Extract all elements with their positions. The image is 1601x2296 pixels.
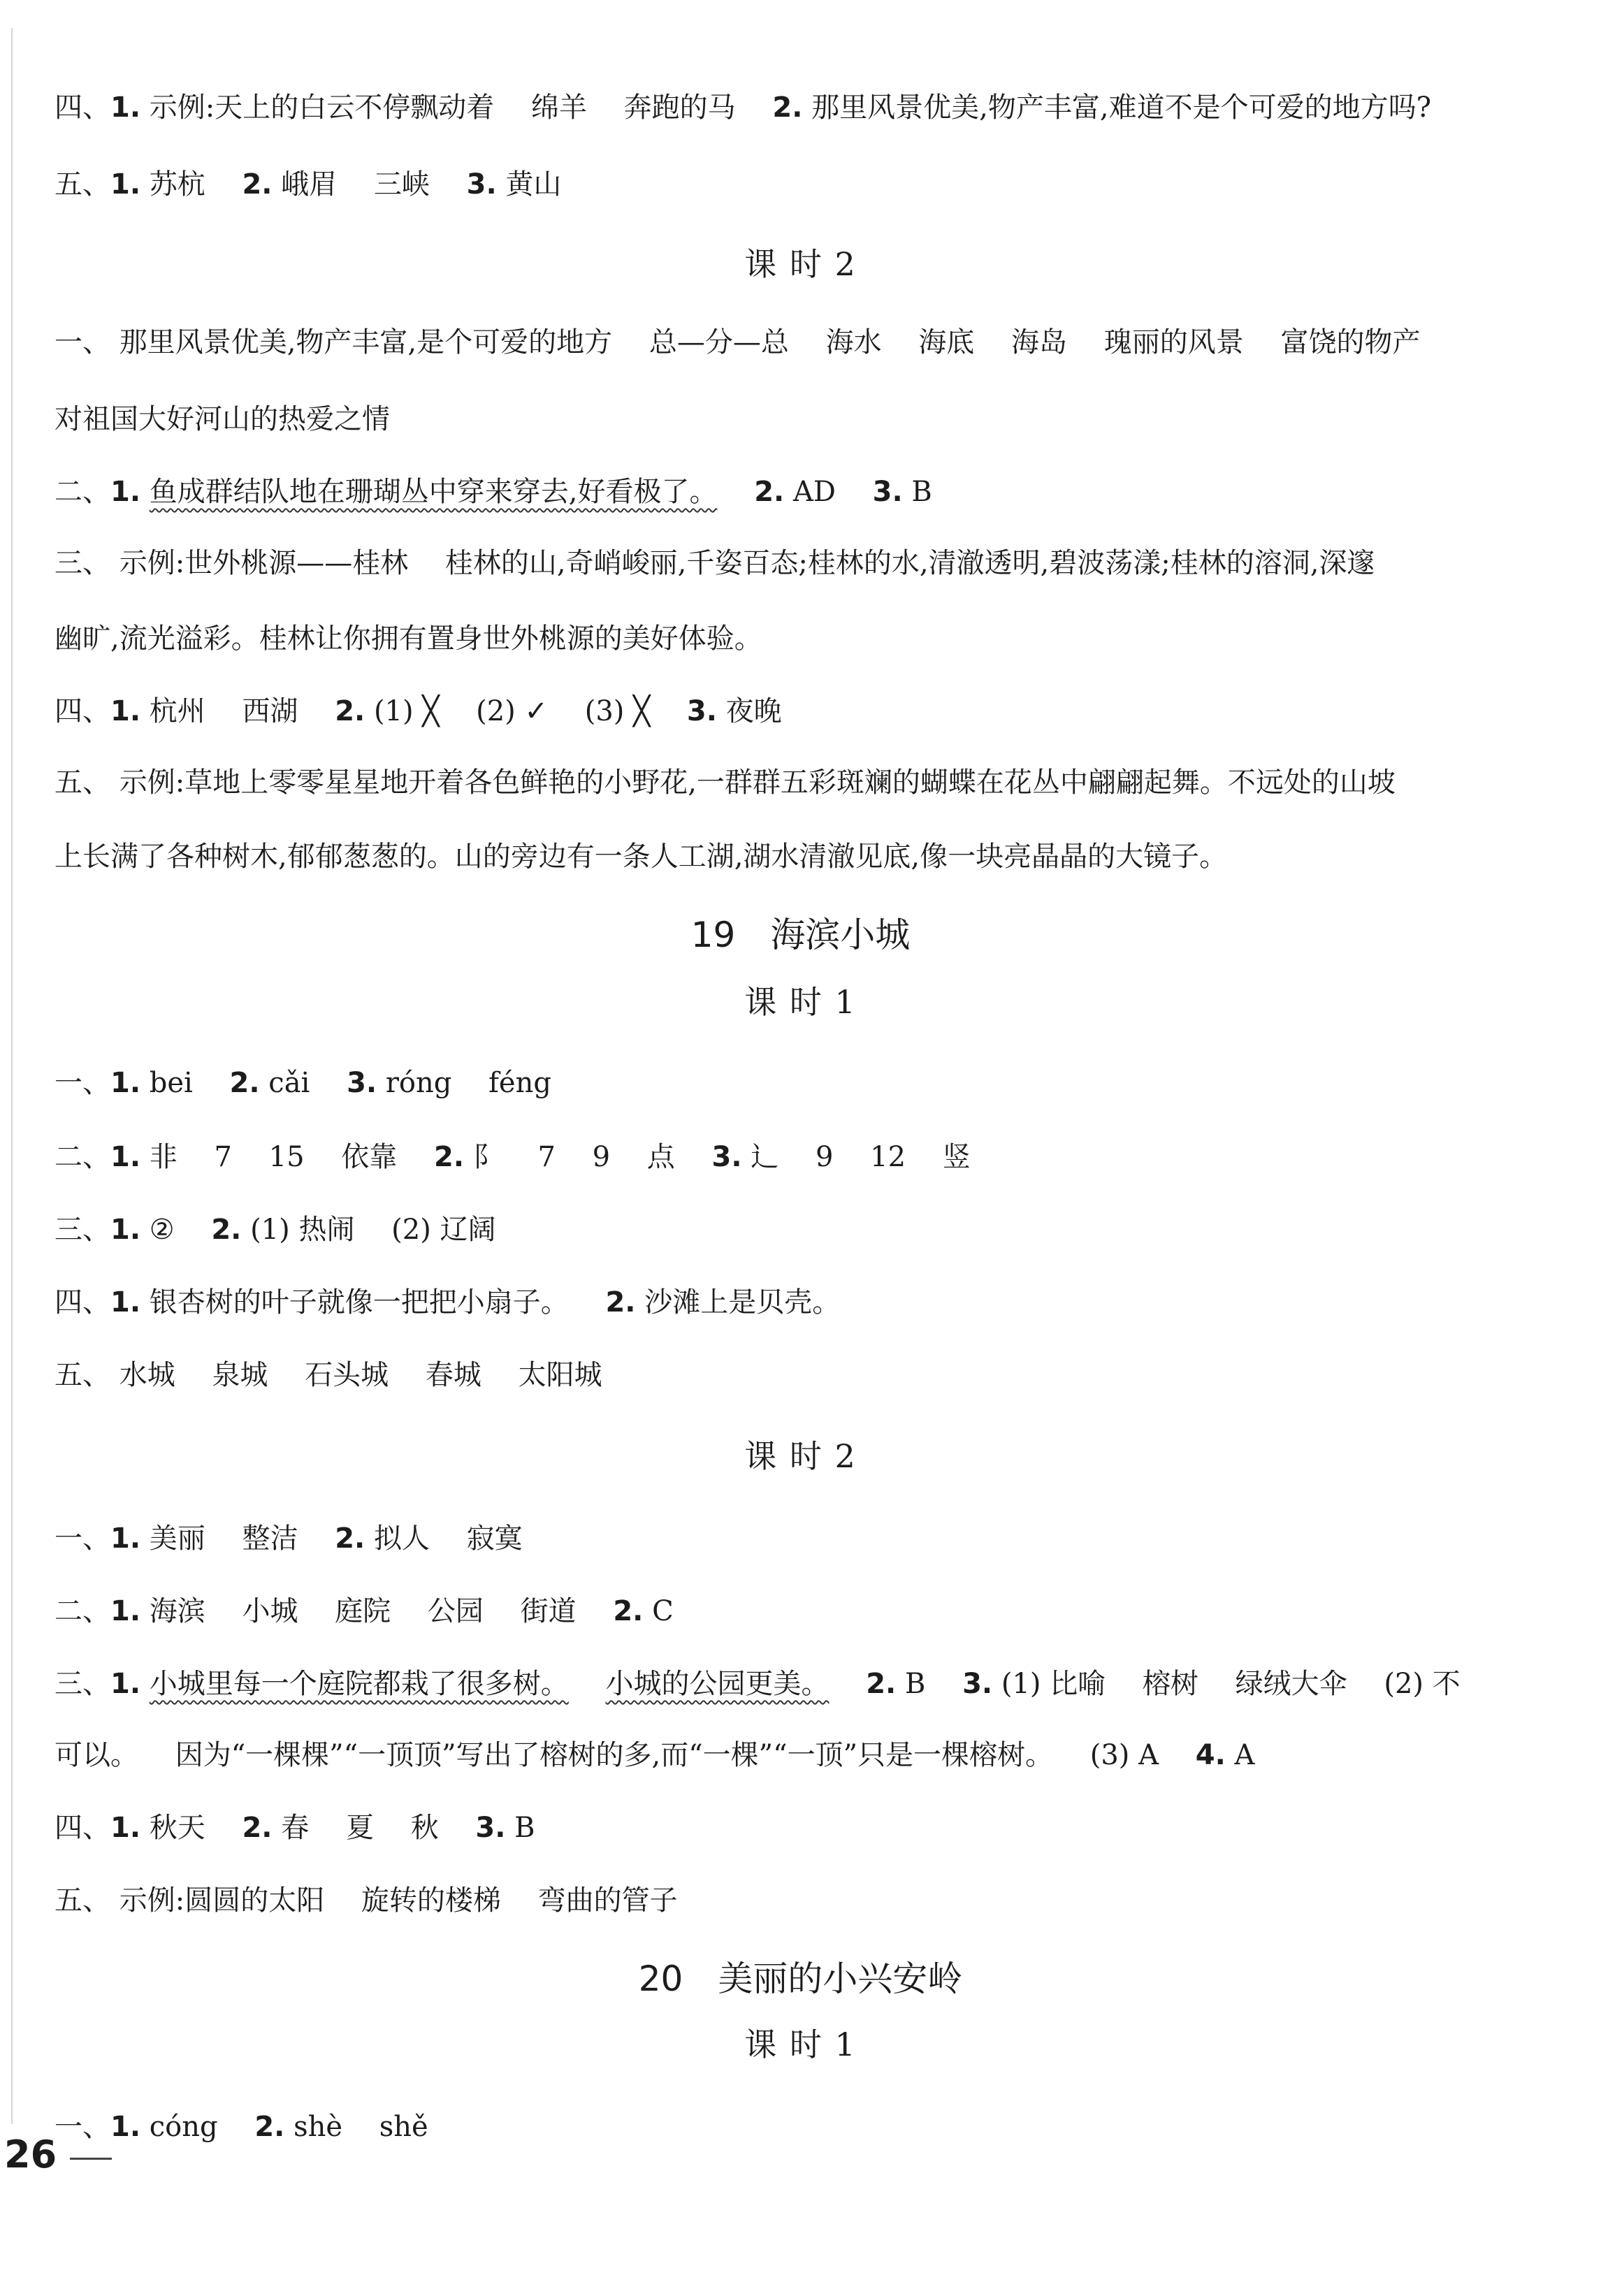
answer-line: 五、 示例:草地上零零星星地开着各色鲜艳的小野花,一群群五彩斑斓的蝴蝶在花丛中翩翩起舞。不远处的山坡 bbox=[55, 766, 1396, 799]
section-heading: 课 时 2 bbox=[744, 1437, 857, 1475]
section-heading: 课 时 1 bbox=[744, 983, 857, 1021]
section-heading: 课 时 1 bbox=[744, 2026, 857, 2063]
answer-line: 一、 那里风景优美,物产丰富,是个可爱的地方 总—分—总 海水 海底 海岛 瑰丽的风景 富饶的物产 bbox=[55, 326, 1421, 358]
answer-line: 幽旷,流光溢彩。桂林让你拥有置身世外桃源的美好体验。 bbox=[55, 623, 762, 655]
answer-line: 对祖国大好河山的热爱之情 bbox=[55, 403, 390, 435]
answer-line: 三、1. 小城里每一个庭院都栽了很多树。 小城的公园更美。 2. B 3. (1) 比喻 榕树 绿绒大伞 (2) 不 bbox=[55, 1668, 1461, 1700]
answer-line: 四、1. 秋天 2. 春 夏 秋 3. B bbox=[55, 1812, 535, 1844]
answer-line: 四、1. 示例:天上的白云不停飘动着 绵羊 奔跑的马 2. 那里风景优美,物产丰富,难道不是个可爱的地方吗? bbox=[55, 92, 1432, 124]
answer-line: 四、1. 杭州 西湖 2. (1) ╳ (2) ✓ (3) ╳ 3. 夜晚 bbox=[55, 695, 782, 727]
wavy-underlined-sentence: 小城里每一个庭院都栽了很多树。 bbox=[149, 1668, 569, 1700]
page-number: 26 bbox=[4, 2132, 57, 2177]
section-heading: 课 时 2 bbox=[744, 245, 857, 283]
binding-margin-line bbox=[11, 28, 13, 2124]
answer-line: 五、 示例:圆圆的太阳 旋转的楼梯 弯曲的管子 bbox=[55, 1884, 678, 1917]
answer-line: 上长满了各种树木,郁郁葱葱的。山的旁边有一条人工湖,湖水清澈见底,像一块亮晶晶的大镜子。 bbox=[55, 841, 1228, 873]
answer-line: 三、1. ② 2. (1) 热闹 (2) 辽阔 bbox=[55, 1214, 496, 1246]
answer-line: 一、1. bei 2. cǎi 3. róng féng bbox=[55, 1067, 551, 1099]
wavy-underlined-sentence: 小城的公园更美。 bbox=[605, 1668, 830, 1700]
answer-line: 一、1. cóng 2. shè shě bbox=[55, 2111, 428, 2143]
answer-line: 可以。 因为“一棵棵”“一顶顶”写出了榕树的多,而“一棵”“一顶”只是一棵榕树。 (3) A 4. A bbox=[55, 1739, 1255, 1771]
answer-line: 二、1. 鱼成群结队地在珊瑚丛中穿来穿去,好看极了。 2. AD 3. B bbox=[55, 476, 932, 508]
answer-line: 一、1. 美丽 整洁 2. 拟人 寂寞 bbox=[55, 1523, 523, 1555]
wavy-underlined-sentence: 鱼成群结队地在珊瑚丛中穿来穿去,好看极了。 bbox=[149, 476, 718, 508]
answer-line: 二、1. 海滨 小城 庭院 公园 街道 2. C bbox=[55, 1595, 674, 1627]
answer-line: 四、1. 银杏树的叶子就像一把把小扇子。 2. 沙滩上是贝壳。 bbox=[55, 1286, 841, 1318]
answer-line: 二、1. 非 7 15 依靠 2. 阝 7 9 点 3. 辶 9 12 竖 bbox=[55, 1141, 971, 1173]
lesson-title: 20 美丽的小兴安岭 bbox=[638, 1959, 963, 1999]
answer-line: 三、 示例:世外桃源——桂林 桂林的山,奇峭峻丽,千姿百态;桂林的水,清澈透明,碧波荡漾;桂林的溶洞,深邃 bbox=[55, 547, 1375, 579]
answer-line: 五、1. 苏杭 2. 峨眉 三峡 3. 黄山 bbox=[55, 168, 562, 201]
answer-line: 五、 水城 泉城 石头城 春城 太阳城 bbox=[55, 1359, 602, 1391]
lesson-title: 19 海滨小城 bbox=[690, 915, 911, 955]
page-number-dash bbox=[70, 2158, 112, 2160]
